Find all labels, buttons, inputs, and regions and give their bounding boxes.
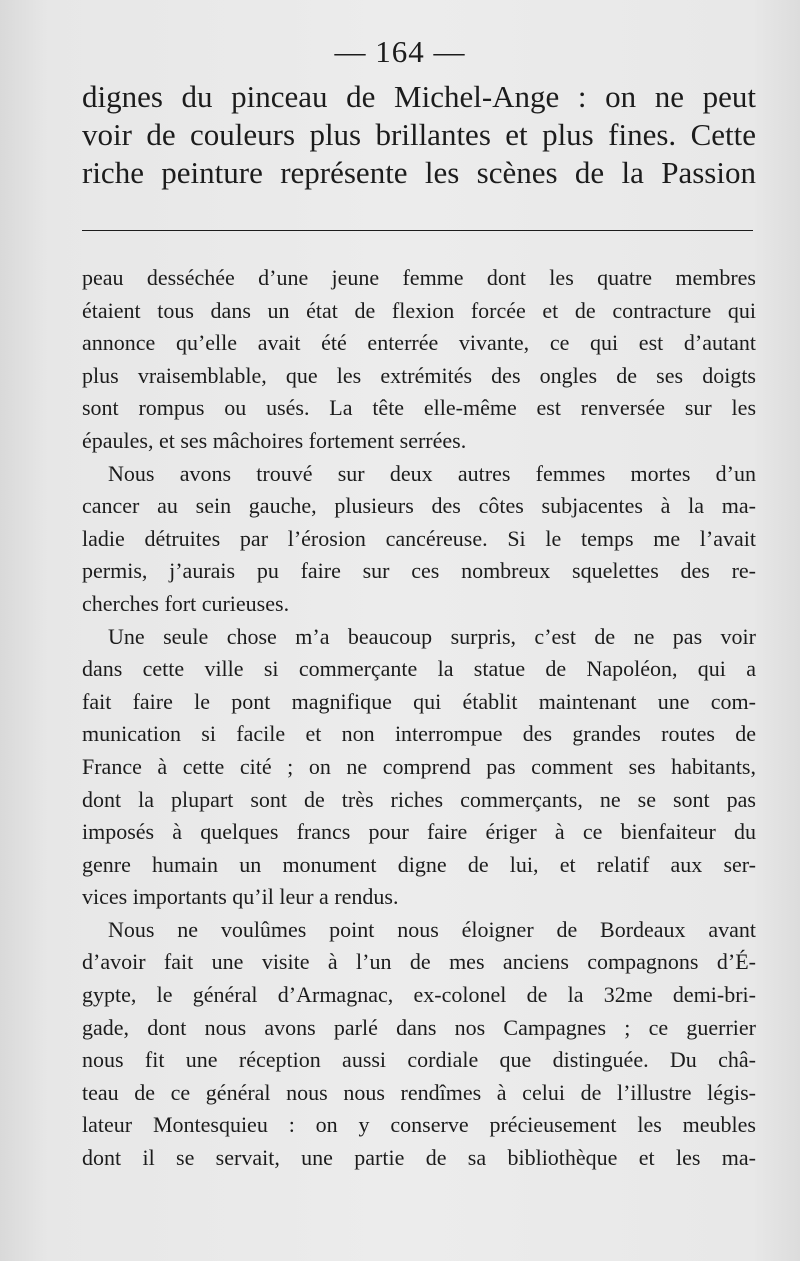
footnote-line: plus vraisemblable, que les extrémités des ongles de ses doigts (82, 362, 756, 388)
footnote-line: teau de ce général nous nous rendîmes à celui de l’illustre légis- (82, 1079, 756, 1105)
footnote-line: vices importants qu’il leur a rendus. (82, 884, 399, 910)
main-text-line: voir de couleurs plus brillantes et plus fines. Cette (82, 117, 756, 152)
main-text-line: riche peinture représente les scènes de la Passion (82, 155, 756, 190)
footnote-line: annonce qu’elle avait été enterrée vivante, ce qui est d’autant (82, 330, 756, 356)
footnote-line: France à cette cité ; on ne comprend pas comment ses habitants, (82, 753, 756, 779)
footnote-line: d’avoir fait une visite à l’un de mes anciens compagnons d’É- (82, 949, 756, 975)
footnote-line: cherches fort curieuses. (82, 590, 290, 616)
footnote-text-block (82, 262, 756, 1175)
footnote-line: nous fit une réception aussi cordiale que distinguée. Du châ- (82, 1047, 756, 1073)
footnote-line: gade, dont nous avons parlé dans nos Campagnes ; ce guerrier (82, 1014, 756, 1040)
footnote-line: ladie détruites par l’érosion cancéreuse. Si le temps me l’avait (82, 525, 756, 551)
footnote-line: sont rompus ou usés. La tête elle-même est renversée sur les (82, 395, 756, 421)
main-text-line: dignes du pinceau de Michel-Ange : on ne peut (82, 79, 756, 114)
footnote-line: fait faire le pont magnifique qui établit maintenant une com- (82, 688, 756, 714)
footnote-line: épaules, et ses mâchoires fortement serrées. (82, 427, 467, 453)
footnote-line: permis, j’aurais pu faire sur ces nombreux squelettes des re- (82, 558, 756, 584)
footnote-line: Une seule chose m’a beaucoup surpris, c’est de ne pas voir (108, 623, 756, 649)
footnote-separator-rule (82, 230, 753, 231)
footnote-line: dans cette ville si commerçante la statue de Napoléon, qui a (82, 656, 756, 682)
footnote-line: Nous avons trouvé sur deux autres femmes mortes d’un (108, 460, 756, 486)
footnote-line: Nous ne voulûmes point nous éloigner de Bordeaux avant (108, 916, 756, 942)
footnote-line: dont la plupart sont de très riches commerçants, ne se sont pas (82, 786, 756, 812)
footnote-line: lateur Montesquieu : on y conserve précieusement les meubles (82, 1112, 756, 1138)
footnote-line: étaient tous dans un état de flexion forcée et de contracture qui (82, 297, 756, 323)
footnote-line: peau desséchée d’une jeune femme dont les quatre membres (82, 265, 756, 290)
footnote-line: dont il se servait, une partie de sa bibliothèque et les ma- (82, 1145, 756, 1171)
main-text-block (82, 78, 756, 192)
footnote-line: munication si facile et non interrompue des grandes routes de (82, 721, 756, 747)
footnote-line: gypte, le général d’Armagnac, ex-colonel de la 32me demi-bri- (82, 982, 756, 1008)
footnote-line: cancer au sein gauche, plusieurs des côtes subjacentes à la ma- (82, 493, 756, 519)
footnote-line: genre humain un monument digne de lui, et relatif aux ser- (82, 851, 756, 877)
footnote-line: imposés à quelques francs pour faire ériger à ce bienfaiteur du (82, 819, 756, 845)
page-number: — 164 — (334, 34, 466, 69)
